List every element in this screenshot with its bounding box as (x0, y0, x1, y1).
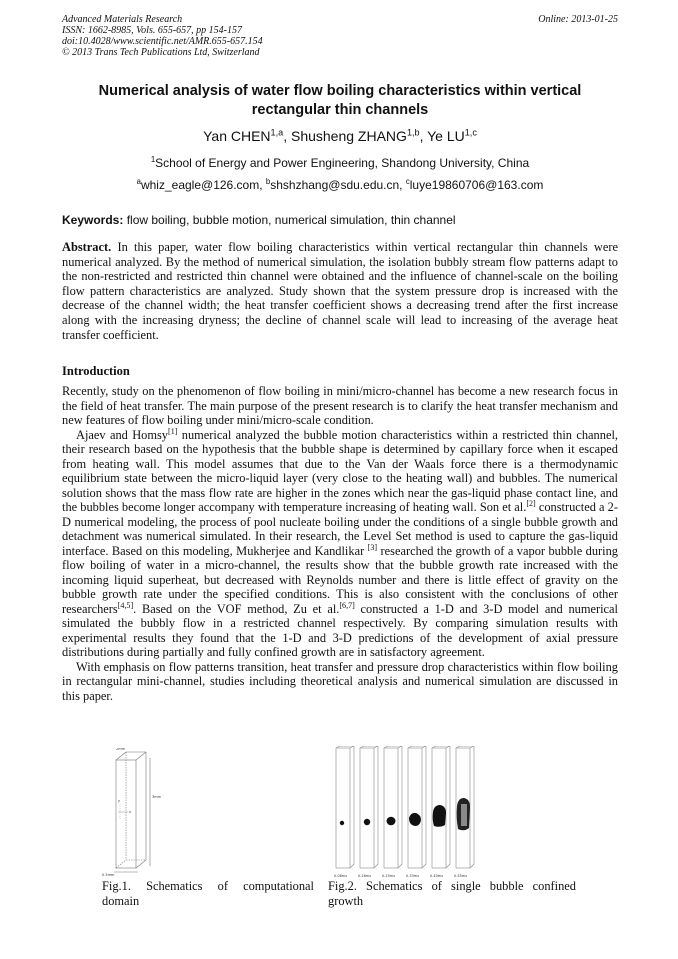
text-run: researched the growth of a vapor bubble during flow boiling of water in a micro-channel, the results show that the bubble growth rate increased with the incoming liquid superheat, but decreased with Reynolds number and there is little effect of gravity on the bubble growth rate under the specified conditions. This is also consistent with the conclusions of other researchers (62, 543, 618, 616)
abstract-text: In this paper, water flow boiling characteristics within vertical rectangular thin channels were numerical analyzed. By the method of numerical simulation, the isolation bubbly stream flow patterns adapt to the non-restricted and restricted thin channel were obtained and the influence of channel-scale on the boiling flow pattern characteristics are analyzed. Study shown that the system pressure drop is increased with the decrease of the channel width; the heat transfer coefficient shows a decreasing trend after the first increase along with the increasing dryness; the decline of channel scale will lead to increasing of the average heat transfer coefficient. (62, 240, 618, 342)
paragraph: With emphasis on flow patterns transition, heat transfer and pressure drop characteristics within flow boiling in rectangular mini-channel, studies including theoretical analysis and numerical simulation are discussed in this paper. (62, 659, 618, 703)
frame-time-label: 0.33ms (406, 874, 420, 878)
paragraph (62, 428, 618, 660)
bubble (433, 805, 446, 827)
affiliation (62, 156, 618, 170)
frame-time-label: 0.16ms (358, 874, 372, 878)
frame-time-label: 0.40ms (430, 874, 444, 878)
text-run: . Based on the VOF method, Zu et al. (133, 601, 340, 616)
abstract (62, 240, 618, 342)
frame-time-label: 0.55ms (454, 874, 468, 878)
email-sup: b (265, 177, 271, 186)
journal-header (62, 14, 618, 58)
dimension-label-bottom: 0.5mm (102, 873, 115, 877)
abstract-label: Abstract. (62, 240, 112, 254)
text-run: constructed a 2-D numerical modeling, the process of pool nucleate boiling under the conditions of a single bubble growth and detachment was numerical simulated. In their research, the Level Set method is used to capture the gas-liquid interface. Based on this modeling, Mukherjee and Kandlikar (62, 500, 618, 558)
text-run: constructed a 1-D and 3-D model and numerical simulated the bubbly flow in a restricted channel respectively. By comparing simulation results with experimental results they found that the 1-D and 3-D predictions of the development of axial pressure distributions during partially and fully confined growth are in satisfactory agreement. (62, 601, 618, 659)
author-emails: $^a$whiz_eagle@126.com, $^b$shshzhang@sdu.edu.cn, $^c$luye19860706@163.com (136, 177, 544, 192)
paper-title: Numerical analysis of water flow boiling characteristics within vertical rectangular thin channels (98, 83, 582, 118)
email-address: whiz_eagle@126.com (140, 178, 260, 192)
dimension-label-side: 3mm (152, 795, 162, 799)
frame-time-label: 0.08ms (334, 874, 348, 878)
keywords (62, 213, 618, 227)
bubble (340, 821, 344, 825)
frame-time-label: 0.25ms (382, 874, 396, 878)
section-heading-introduction: Introduction (62, 364, 130, 378)
email-address: shshzhang@sdu.edu.cn (270, 178, 400, 192)
email-sup: c (405, 177, 410, 186)
bubble (387, 817, 396, 826)
citation: [3] (367, 542, 378, 552)
dimension-label-top: 2mm (116, 748, 126, 751)
affiliation-sup: 1 (150, 155, 156, 164)
figure-1-domain-schematic (102, 748, 212, 878)
journal-name: Advanced Materials Research (62, 14, 183, 25)
keywords-label: Keywords: (62, 213, 124, 227)
citation: [4,5] (117, 600, 134, 610)
online-date: Online: 2013-01-25 (538, 14, 618, 25)
doi-line: doi:10.4028/www.scientific.net/AMR.655-657.154 (62, 36, 263, 47)
introduction-body (62, 384, 618, 703)
keywords-text: flow boiling, bubble motion, numerical simulation, thin channel (126, 213, 456, 227)
author-sup: 1,a (270, 127, 284, 138)
email-address: luye19860706@163.com (409, 178, 544, 192)
figure-1-caption: Fig.1. Schematics of computational domain (102, 879, 314, 908)
author-sup: 1,b (406, 127, 420, 138)
citation: [2] (526, 498, 536, 508)
author-name: Shusheng ZHANG (290, 128, 407, 144)
author-list: Yan CHEN$^{1,a}$, Shusheng ZHANG$^{1,b}$, Ye LU$^{1,c}$ (203, 127, 477, 144)
axis-label-x: x (129, 810, 132, 814)
figure-2-bubble-growth (328, 746, 488, 884)
issn-line: ISSN: 1662-8985, Vols. 655-657, pp 154-157 (62, 25, 242, 36)
author-name: Yan CHEN (203, 128, 271, 144)
affiliation-text: School of Energy and Power Engineering, Shandong University, China (155, 156, 530, 170)
paragraph: Recently, study on the phenomenon of flow boiling in mini/micro-channel has become a new research focus in the field of heat transfer. The main purpose of the present research is to clarify the heat transfer mechanism and new features of flow boiling under mini/micro-scale condition. (62, 384, 618, 427)
bubble-highlight (461, 804, 467, 826)
author-sup: 1,c (464, 127, 477, 138)
author-name: Ye LU (427, 128, 465, 144)
citation: [1] (168, 426, 178, 436)
citation: [6,7] (339, 600, 355, 610)
figure-2-caption: Fig.2. Schematics of single bubble confined growth (328, 879, 576, 908)
bubble (409, 813, 421, 826)
axis-label-y: y (118, 799, 121, 803)
copyright-line: © 2013 Trans Tech Publications Ltd, Switzerland (62, 47, 260, 58)
text-run: Ajaev and Homsy (76, 427, 169, 442)
email-sup: a (136, 177, 141, 186)
bubble (364, 819, 370, 825)
text-run: numerical analyzed the bubble motion characteristics within a restricted thin channel, their research based on the hypothesis that the bubble shape is determined by capillary force when it escaped from heating wall. This model assumes that due to the Van der Waals force there is a thermodynamic equilibrium state between the micro-liquid layer (very close to the heating wall) and bubbles. The numerical solution shows that the mass flow rate are higher in the zones which near the gas-liquid phase contact line, and the bubbles become longer accompany with temperature increasing of heating wall. Son et al. (62, 427, 618, 514)
